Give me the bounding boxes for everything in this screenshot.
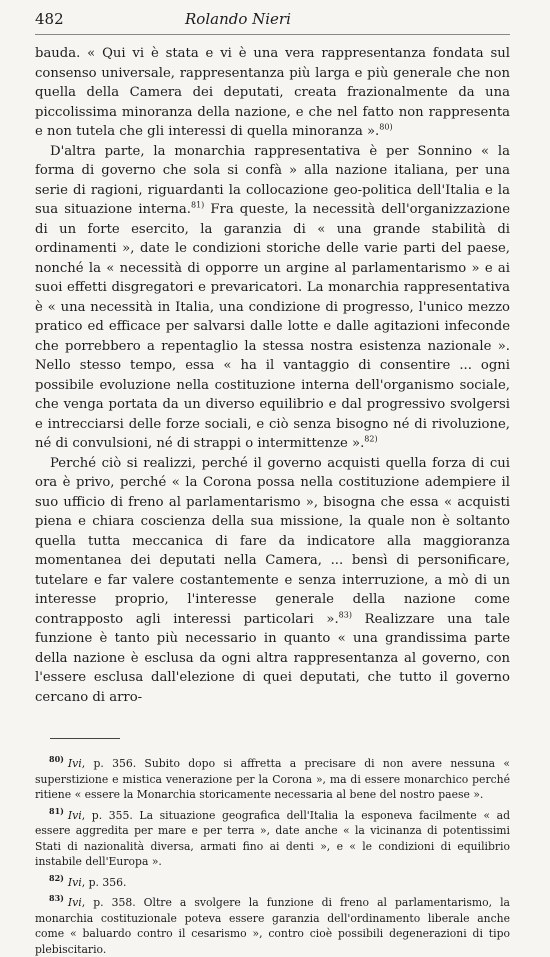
- footnote-text: , p. 356.: [81, 875, 127, 889]
- note-reference: 82): [364, 434, 378, 444]
- footnote-text: , p. 355. La situazione geografica dell'Italia la esponeva facilmente « ad essere aggredita per mare e per terra », date anche « la vicinanza di potentissimi Stati di nazionalità diversa, armati fino ai denti », e « le condizioni di equilibrio instabile dell'Europa ».: [35, 808, 510, 868]
- footnote-mark: 82): [49, 872, 64, 883]
- footnote-mark: 80): [49, 754, 64, 765]
- footnote-mark: 81): [49, 805, 64, 816]
- footnote-divider: [50, 738, 120, 739]
- footnote-80: [35, 756, 510, 803]
- paragraph-2: [35, 142, 510, 454]
- footnote-81: [35, 805, 510, 870]
- footnote-text: , p. 356. Subito dopo si affretta a precisare di non avere nessuna « superstizione e mistica venerazione per la Corona », ma di essere monarchico perché ritiene « essere la Monarchia storicamente necessaria al bene del nostro paese ».: [35, 757, 510, 801]
- footnote-83: [35, 895, 510, 957]
- footnote-source: Ivi: [67, 896, 82, 909]
- footnote-mark: 83): [49, 893, 64, 904]
- footnote-source: Ivi: [67, 875, 82, 889]
- main-text: [35, 44, 510, 707]
- paragraph-text: Perché ciò si realizzi, perché il governo acquisti quella forza di cui ora è privo, perché « la Corona possa nella costituzione adempiere il suo ufficio di freno al parlamentarismo », bisogna che essa « acquisti piena e chiara coscienza della sua missione, la quale non è soltanto quella tutta meccanica di fare da indicatore alla maggioranza momentanea dei deputati nella Camera, ... bensì di personificare, tutelare e far valere costantemente e senza interruzione, a mò di un interesse proprio, l'interesse generale della nazione come contrapposto agli interessi particolari ».: [35, 455, 510, 627]
- paragraph-text-continued: Fra queste, la necessità dell'organizzazione di un forte esercito, la garanzia di « una grande stabilità di ordinamenti », date le condizioni storiche delle varie parti del paese, nonché la « necessità di opporre un argine al parlamentarismo » e ai suoi effetti disgregatori e prevaricatori. La monarchia rappresentativa è « una necessità in Italia, una condizione di progresso, l'unico mezzo pratico ed efficace per salvarsi dalle lotte e dalle agitazioni infeconde che porrebbero a repentaglio la stessa nostra esistenza nazionale ». Nello stesso tempo, essa « ha il vantaggio di consentire ... ogni possibile evoluzione nella costituzione interna dell'organismo sociale, che venga portata da un diverso equilibrio e dal progressivo svolgersi e intrecciarsi delle forze sociali, e ciò senza bisogno né di rivoluzione, né di convulsioni, né di strappi o intermittenze ».: [35, 202, 510, 451]
- footnote-source: Ivi: [67, 808, 82, 822]
- paragraph-text-continued: Realizzare una tale funzione è tanto più necessario in quanto « una grandissima parte della nazione è esclusa da ogni altra rappresentanza al governo, con l'essere esclusa dall'elezione di quei deputati, che tutto il governo cercano di arro-: [35, 611, 510, 705]
- footnotes: [35, 756, 510, 957]
- page-number: 482: [35, 10, 64, 28]
- note-reference: 81): [190, 200, 205, 210]
- paragraph-text: D'altra parte, la monarchia rappresentativa è per Sonnino « la forma di governo che sola si confà » alla nazione italiana, per una serie di ragioni, riguardanti la collocazione geo-politica dell'Italia e la sua situazione interna.: [35, 143, 510, 217]
- footnote-source: Ivi: [67, 757, 82, 770]
- running-head-author: Rolando Nieri: [185, 10, 291, 28]
- note-reference: 80): [379, 122, 393, 132]
- page-header: [35, 10, 510, 35]
- paragraph-3: [35, 454, 510, 708]
- footnote-82: [35, 872, 510, 891]
- footnote-text: , p. 358. Oltre a svolgere la funzione di freno al parlamentarismo, la monarchia costituzionale poteva essere garanzia dell'ordinamento liberale anche come « baluardo contro il cesarismo », contro cioè possibili degenerazioni di tipo plebiscitario.: [35, 896, 510, 956]
- note-reference: 83): [338, 610, 352, 620]
- paragraph-1: [35, 44, 510, 142]
- paragraph-text: bauda. « Qui vi è stata e vi è una vera rappresentanza fondata sul consenso universale, rappresentanza più larga e più generale che non quella della Camera dei deputati, creata frazionalmente da una piccolissima minoranza della nazione, e che nel fatto non rappresenta e non tutela che gli interessi di quella minoranza ».: [35, 46, 510, 139]
